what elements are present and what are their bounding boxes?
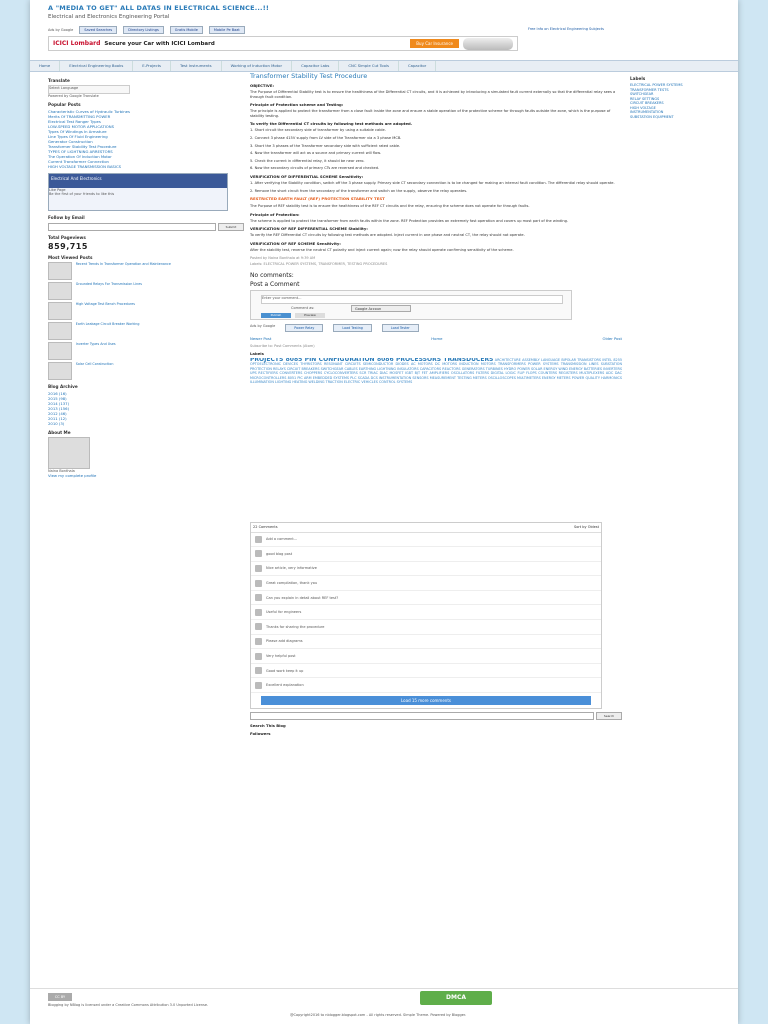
facebook-widget: [48, 173, 228, 211]
banner-cta-button[interactable]: Buy Car Insurance: [410, 39, 459, 48]
main-content: [250, 72, 622, 738]
archive-item[interactable]: 2015 (98): [48, 396, 67, 401]
comment-row: [251, 562, 601, 577]
list-item[interactable]: [48, 302, 244, 320]
list-item-title[interactable]: High Voltage Test Bench Procedures: [75, 302, 135, 306]
archive-item[interactable]: 2011 (12): [48, 416, 67, 421]
top-ad-area: [48, 25, 720, 53]
popular-link[interactable]: Transformer Stability Test Procedure: [48, 144, 117, 149]
newer-post-link[interactable]: Newer Post: [250, 335, 272, 341]
label-cloud-big[interactable]: PROJECTS 8085 PIN CONFIGURATION 8086 PROCESSORS TRANSDUCERS: [250, 357, 494, 363]
right-link[interactable]: CIRCUIT BREAKERS: [630, 101, 664, 105]
comment-row: [251, 620, 601, 635]
avatar[interactable]: [255, 653, 262, 660]
archive-item[interactable]: 2013 (156): [48, 406, 70, 411]
thumbnail: [48, 322, 72, 340]
pageviews-counter: 859,715: [48, 242, 88, 251]
avatar[interactable]: [255, 667, 262, 674]
popular-link[interactable]: Electrical Test Ranger Types: [48, 119, 101, 124]
footer: [30, 988, 738, 1024]
comment-as-label: Comment as:: [291, 305, 315, 310]
about-heading: About Me: [48, 430, 71, 435]
thumbnail: [48, 282, 72, 300]
avatar[interactable]: [255, 550, 262, 557]
thumbnail: [48, 342, 72, 360]
ad-link-4[interactable]: Mobile Pe Baat: [209, 26, 245, 34]
blog-description: Electrical and Electronics Engineering Portal: [48, 14, 170, 20]
widget-top: [251, 523, 601, 533]
search-form: [250, 712, 622, 720]
step-item: 6. Now the secondary circuits of primary CTs are reversed and checked.: [250, 166, 380, 171]
post-paragraph: 1. After verifying the Stability condition, switch off the 3 phase supply. Primary side CT secondary connection is to be changed for making an internal fault condition. The differential relay should operate.: [250, 180, 615, 185]
translate-heading: Translate: [48, 78, 70, 83]
right-link[interactable]: INSTRUMENTATION: [630, 110, 664, 114]
step-item: 1. Short circuit the secondary side of transformer by using a suitable cable.: [250, 128, 386, 133]
facebook-widget-title[interactable]: Electrical And Electronics: [49, 174, 227, 188]
preview-button[interactable]: Preview: [295, 313, 325, 318]
list-item[interactable]: [48, 322, 244, 340]
page: [30, 0, 738, 1024]
label-cloud-text[interactable]: ARCHITECTURE ASSEMBLY LANGUAGE BIPOLAR TRANSISTORS INTEL 8255 OPTOELECTRONIC DEVICES THYRISTORS RESONANT CIRCUITS SEMICONDUCTOR DIODES AC MOTORS DC MOTORS INDUCTION MOTORS TRANSFORMERS POWER SYSTEMS TRANSMISSION LINES SUBSTATION PROTECTION RELAYS CIRCUIT BREAKERS SWITCHGEAR CABLES EARTHING LIGHTNING INSULATORS CAPACITORS REACTORS GENERATORS TURBINES HYDRO POWER SOLAR ENERGY WIND ENERGY BATTERIES INVERTERS UPS RECTIFIERS CONVERTERS CHOPPERS CYCLOCONVERTERS SCR TRIAC DIAC MOSFET IGBT BJT FET AMPLIFIERS OSCILLATORS FILTERS DIGITAL LOGIC FLIP FLOPS COUNTERS REGISTERS MULTIPLEXERS ADC DAC MICROCONTROLLERS 8051 PIC ARM EMBEDDED SYSTEMS PLC SCADA DCS INSTRUMENTATION SENSORS MEASUREMENT TESTING METERS OSCILLOSCOPES MULTIMETERS ENERGY METERS POWER QUALITY HARMONICS ILLUMINATION LIGHTING HEATING WELDING TRACTION ELECTRIC VEHICLES CONTROL SYSTEMS: [250, 357, 622, 384]
comment-text: Great compilation, thank you: [266, 581, 318, 586]
dmca-badge[interactable]: DMCA: [420, 991, 492, 1005]
load-more-button[interactable]: Load 15 more comments: [261, 696, 591, 705]
step-item: 5. Check the current in differential relay, it should be near zero.: [250, 158, 365, 163]
nav-item-instruments[interactable]: Test Instruments: [171, 61, 222, 71]
right-link[interactable]: TRANSFORMER TESTS: [630, 87, 669, 92]
post-comment-heading: Post a Comment: [250, 280, 300, 288]
ad-link-1[interactable]: Saved Searches: [79, 26, 117, 34]
ref-stability-heading: VERIFICATION OF REF DIFFERENTIAL SCHEME Stability:: [250, 226, 368, 232]
no-comments-heading: No comments:: [250, 271, 294, 279]
post-labels[interactable]: Labels: ELECTRICAL POWER SYSTEMS, TRANSFORMER, TESTING PROCEDURES: [250, 261, 388, 266]
comment-text: Please add diagrams: [266, 639, 303, 644]
right-labels-heading: Labels: [630, 76, 646, 81]
popular-link[interactable]: Merits Of TRANSMITTING POWER: [48, 114, 111, 119]
facebook-like-button[interactable]: Like Page: [49, 188, 66, 192]
popular-link[interactable]: Current Transformer Connection: [48, 159, 109, 164]
search-button[interactable]: Search: [596, 712, 622, 720]
avatar[interactable]: [255, 594, 262, 601]
comment-text: Nice article, very informative: [266, 566, 317, 571]
avatar[interactable]: [255, 682, 262, 689]
post-paragraph: To verify the REF Differential CT circuits by following test methods are adopted. Inject current in one phase and neutral CT, the relay should not operate.: [250, 233, 525, 238]
list-item[interactable]: [48, 362, 244, 380]
sensitivity-heading: VERIFICATION OF DIFFERENTIAL SCHEME Sensitivity:: [250, 173, 364, 179]
comment-input[interactable]: Enter your comment...: [261, 295, 563, 304]
right-link[interactable]: SWITCHGEAR: [630, 92, 654, 96]
avatar[interactable]: [255, 565, 262, 572]
left-sidebar: [48, 74, 244, 478]
car-image-icon: [463, 38, 513, 50]
add-comment-input[interactable]: Add a comment...: [266, 537, 298, 542]
nav-item-home[interactable]: Home: [30, 61, 60, 71]
popular-link[interactable]: HIGH VOLTAGE TRANSMISSION BASICS: [48, 164, 122, 169]
archive-item[interactable]: 2012 (46): [48, 411, 67, 416]
label-cloud[interactable]: [250, 358, 622, 518]
list-item-title[interactable]: Recent Trends In Transformer Operation and Maintenance: [75, 262, 171, 266]
archive-item[interactable]: 2014 (137): [48, 401, 70, 406]
banner-logo: ICICI Lombard: [53, 40, 101, 47]
follow-submit-button[interactable]: Submit: [218, 223, 244, 231]
post-meta: Posted by Naina Bonthala at 9:39 AM: [250, 255, 316, 260]
archive-heading: Blog Archive: [48, 384, 78, 389]
publish-button[interactable]: Publish: [261, 313, 291, 318]
facebook-note: Be the first of your friends to like this: [49, 192, 115, 196]
post-paragraph: The Purpose of Differential Stability test is to ensure the healthiness of the Differential CT circuits, and it is achieved by introducing a simulated fault current externally so that the differential relay sees a through fault condition.: [250, 90, 616, 99]
popular-link[interactable]: LOW-SPEED MOTOR APPLICATIONS: [48, 124, 115, 129]
popular-link[interactable]: TYPES OF LIGHTNING ARRESTORS: [48, 149, 113, 154]
nav-item-cnc[interactable]: CNC Simple Cut Tools: [339, 61, 399, 71]
post-paragraph: The Purpose of REF stability test is to ensure the healthiness of the REF CT circuits and the relay, ensuring the scheme does not operate for through faults.: [250, 204, 530, 209]
popular-link[interactable]: Generator Construction: [48, 139, 93, 144]
comment-row: [251, 547, 601, 562]
follow-form: [48, 223, 244, 231]
follow-heading: Follow by Email: [48, 215, 85, 220]
comments-widget: [250, 522, 602, 710]
comment-text: Thanks for sharing the procedure: [266, 624, 325, 629]
ad-link-2[interactable]: Directory Listings: [123, 26, 164, 34]
older-post-link[interactable]: Older Post: [602, 335, 622, 341]
comment-text: Can you explain in detail about REF test?: [266, 595, 339, 600]
archive-item[interactable]: 2016 (16): [48, 391, 67, 396]
author-profile-link[interactable]: View my complete profile: [48, 473, 97, 478]
list-item-title[interactable]: Earth Leakage Circuit Breaker Working: [75, 322, 140, 326]
adchoices-label: Ads by Google: [250, 323, 276, 328]
post-paragraph: The scheme is applied to protect the transformer from earth faults within the zone. REF Protection provides an extremely fast operation and covers up most part of the winding.: [250, 218, 569, 223]
cc-license-icon[interactable]: CC BY: [48, 993, 72, 1001]
avatar[interactable]: [255, 609, 262, 616]
step-item: 2. Connect 3 phase 415V supply from LV side of the Transformer via a 3 phase MCB.: [250, 135, 402, 140]
comment-row: [251, 649, 601, 664]
principle2-heading: Principle of Protection:: [250, 211, 300, 217]
comment-row: [251, 576, 601, 591]
license-text[interactable]: Blogging by NBlog is licensed under a Creative Commons Attribution 3.0 Unported License.: [48, 1003, 209, 1007]
comment-text: Very helpful post: [266, 654, 296, 659]
ad-bar: [250, 324, 622, 332]
post-title[interactable]: Transformer Stability Test Procedure: [250, 72, 368, 80]
popular-link[interactable]: Line Types Of Fluid Engineering: [48, 134, 108, 139]
pageviews-heading: Total Pageviews: [48, 235, 86, 240]
principle-heading: Principle of Protection scheme and Testing:: [250, 102, 344, 108]
post-paragraph: 2. Remove the short circuit from the secondary of the transformer and switch on the supply, observe the relay operates.: [250, 188, 468, 193]
most-viewed-heading: Most Viewed Posts: [48, 255, 93, 260]
avatar[interactable]: [255, 623, 262, 630]
list-item-title[interactable]: Solar Cell Construction: [75, 362, 114, 366]
comment-text: Excellent explanation: [266, 683, 304, 688]
popular-heading: Popular Posts: [48, 102, 81, 107]
blog-title[interactable]: A "MEDIA TO GET" ALL DATAS IN ELECTRICAL SCIENCE...!!: [48, 4, 270, 12]
comment-form: [250, 290, 572, 320]
search-input[interactable]: [250, 712, 594, 720]
nav-item-induction[interactable]: Working of Induction Motor: [222, 61, 292, 71]
popular-link[interactable]: Characteristic Curves of Hydraulic Turbines: [48, 109, 130, 114]
followers-heading: Followers: [250, 731, 271, 737]
comment-row: [251, 605, 601, 620]
list-item[interactable]: [48, 342, 244, 360]
author-name[interactable]: Naina Bonthala: [48, 469, 75, 473]
comment-account-select[interactable]: Google Accoun: [351, 305, 411, 312]
popular-link[interactable]: The Operation Of Induction Motor: [48, 154, 112, 159]
list-item[interactable]: [48, 262, 244, 280]
thumbnail: [48, 302, 72, 320]
thumbnail: [48, 362, 72, 380]
search-heading: Search This Blog: [250, 723, 286, 729]
add-comment-row[interactable]: [251, 533, 601, 548]
comment-text: good blog post: [266, 551, 293, 556]
ad-links: [48, 25, 408, 35]
list-item[interactable]: [48, 282, 244, 300]
right-sidebar: [630, 72, 725, 119]
list-item-title[interactable]: Inverter Types And Uses: [75, 342, 116, 346]
comment-row: [251, 664, 601, 679]
nav-item-capacitor-labs[interactable]: Capacitor Labs: [292, 61, 339, 71]
right-link[interactable]: SUBSTATION EQUIPMENT: [630, 114, 674, 119]
comment-row: [251, 678, 601, 693]
nav-item-projects[interactable]: E-Projects: [133, 61, 171, 71]
translate-credit: Powered by Google Translate: [48, 94, 99, 98]
home-link[interactable]: Home: [431, 335, 443, 341]
popular-link[interactable]: Types Of Windings In Armature: [48, 129, 107, 134]
ad-right-text[interactable]: Free Info on Electrical Engineering Subjects: [528, 27, 604, 31]
translate-select[interactable]: Select Language: [48, 85, 130, 94]
thumbnail: [48, 262, 72, 280]
right-link[interactable]: ELECTRICAL POWER SYSTEMS: [630, 83, 683, 87]
banner-slogan: Secure your Car with ICICI Lombard: [104, 40, 215, 47]
comment-text: Useful for engineers: [266, 610, 302, 615]
verify-heading: To verify the Differential CT circuits by following test methods are adopted.: [250, 121, 413, 127]
labels-heading: Labels: [250, 350, 264, 356]
nav-bar: [30, 60, 738, 72]
comment-count: 22 Comments: [253, 524, 278, 529]
follow-email-input[interactable]: [48, 223, 216, 231]
ad-link[interactable]: Load Tester: [382, 324, 419, 332]
comment-row: [251, 635, 601, 650]
list-item-title[interactable]: Grounded Relays For Transmission Lines: [75, 282, 143, 286]
avatar: [255, 536, 262, 543]
ref-sensitivity-heading: VERIFICATION OF REF SCHEME Sensitivity:: [250, 240, 341, 246]
nav-item-books[interactable]: Electrical Engineering Books: [60, 61, 133, 71]
step-item: 3. Short the 3 phases of the Transformer secondary side with sufficient rated cable.: [250, 143, 401, 148]
ad-link[interactable]: Power Relay: [285, 324, 323, 332]
right-link[interactable]: RELAY SETTINGS: [630, 96, 660, 101]
archive-item[interactable]: 2010 (3): [48, 421, 65, 426]
adchoices-label: Ads by Google: [48, 28, 74, 32]
objective-heading: OBJECTIVE:: [250, 83, 274, 88]
avatar[interactable]: [48, 437, 90, 469]
post-paragraph: After the stability test, reverse the neutral CT polarity and inject current again; now the relay should operate confirming sensitivity of the scheme.: [250, 247, 514, 252]
copyright-text: @Copyright2016 to nblogger.blogspot.com - All rights reserved. Simple Theme. Powered by Blogger.: [290, 1013, 467, 1017]
ad-link-3[interactable]: Gratis Mobile: [170, 26, 203, 34]
comment-row: [251, 591, 601, 606]
ad-link[interactable]: Load Testing: [333, 324, 372, 332]
nav-item-capacitor[interactable]: Capacitor: [399, 61, 436, 71]
avatar[interactable]: [255, 580, 262, 587]
sort-select[interactable]: Sort by Oldest: [574, 524, 599, 529]
avatar[interactable]: [255, 638, 262, 645]
ref-heading-highlight: RESTRICTED EARTH FAULT (REF) PROTECTION STABILITY TEST: [250, 196, 385, 202]
right-link[interactable]: HIGH VOLTAGE: [630, 105, 656, 110]
post-navigation: [250, 336, 622, 341]
comment-text: Good work keep it up: [266, 668, 304, 673]
ad-banner[interactable]: [48, 36, 518, 51]
subscribe-link[interactable]: Subscribe to: Post Comments (Atom): [250, 343, 315, 348]
post-paragraph: The principle is applied to protect the transformer from a close fault inside the zone and ensure a stable operation of the protective scheme for through faults outside the zone, which is the purpose of stability testing.: [250, 109, 611, 118]
step-item: 4. Now the transformer will act as a source and primary current will flow.: [250, 151, 381, 156]
